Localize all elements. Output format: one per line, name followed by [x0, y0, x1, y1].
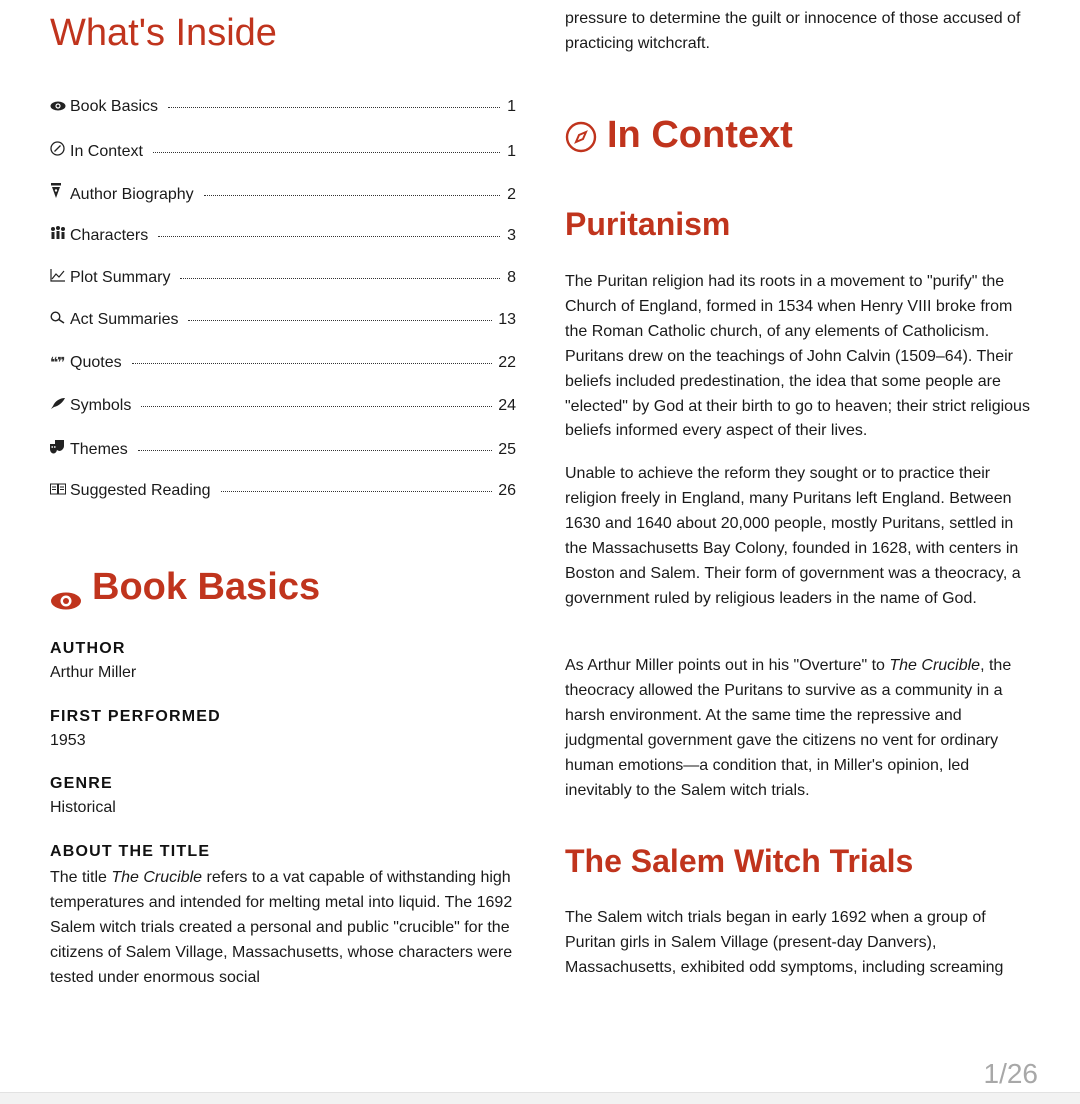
- puritanism-heading: Puritanism: [565, 206, 731, 242]
- about-text-start: The title: [50, 869, 112, 886]
- toc-leader-dots: [188, 320, 492, 321]
- genre-label: GENRE: [50, 775, 113, 792]
- toc-page-number: 1: [507, 98, 516, 115]
- masks-icon: [50, 440, 70, 457]
- toc-page-number: 2: [507, 186, 516, 204]
- toc-item-act-summaries[interactable]: [50, 311, 516, 354]
- toc-label: Book Basics: [70, 98, 159, 115]
- toc-leader-dots: [168, 107, 500, 108]
- toc-item-suggested-reading[interactable]: [50, 482, 516, 525]
- toc-leader-dots: [138, 450, 492, 451]
- continuation-paragraph: pressure to determine the guilt or innocence of those accused of practicing witchcraft.: [565, 10, 1021, 52]
- about-title-block: [50, 843, 516, 990]
- toc-label: Suggested Reading: [70, 482, 211, 500]
- toc-leader-dots: [141, 406, 492, 407]
- toc-page-number: 24: [498, 396, 516, 414]
- toc-label: Themes: [70, 440, 128, 458]
- puritanism-paragraph-2: Unable to achieve the reform they sought or to practice their religion freely in England, many Puritans left England. Between 1630 and 1640 about 20,000 people, mostly Puritans, settled in the Massachusetts Bay Colony, founded in 1628, with centers in Boston and Salem. Their form of government was a theocracy, a government ruled by religious leaders in the name of God.: [565, 465, 1021, 607]
- toc-leader-dots: [221, 491, 493, 492]
- paragraph-3-italic-title: The Crucible: [889, 657, 981, 674]
- toc-label: Symbols: [70, 396, 132, 414]
- toc-leader-dots: [158, 236, 500, 237]
- quote-icon: ❝❞: [50, 354, 65, 371]
- puritanism-paragraph-3: [565, 654, 1035, 803]
- eye-icon: [50, 99, 70, 114]
- toc-item-author-biography[interactable]: [50, 183, 516, 226]
- book-basics-heading: [50, 566, 320, 609]
- paragraph-3-start: As Arthur Miller points out in his "Overture" to: [565, 657, 890, 674]
- compass-icon: [50, 141, 70, 159]
- line-chart-icon: [50, 269, 70, 285]
- toc-item-characters[interactable]: [50, 226, 516, 269]
- author-block: [50, 640, 516, 682]
- toc-label: Plot Summary: [70, 268, 171, 286]
- toc-item-plot-summary[interactable]: [50, 269, 516, 312]
- toc-leader-dots: [132, 363, 493, 364]
- book-basics-title: Book Basics: [92, 566, 321, 608]
- book-icon: [50, 483, 70, 498]
- first-performed-block: [50, 708, 516, 750]
- toc-page-number: 1: [507, 142, 516, 160]
- compass-icon: [565, 120, 597, 152]
- author-value: Arthur Miller: [50, 664, 137, 681]
- toc-label: Act Summaries: [70, 311, 179, 329]
- genre-block: [50, 775, 516, 817]
- toc-leader-dots: [204, 195, 500, 196]
- about-text-italic-title: The Crucible: [111, 869, 203, 886]
- toc-label: In Context: [70, 142, 143, 160]
- in-context-heading: [565, 114, 793, 157]
- eye-icon: [50, 578, 82, 598]
- toc-page-number: 25: [498, 440, 516, 458]
- toc-item-book-basics[interactable]: [50, 98, 516, 141]
- toc-item-themes[interactable]: [50, 440, 516, 483]
- toc-item-in-context[interactable]: [50, 141, 516, 184]
- toc-label: Author Biography: [70, 186, 194, 204]
- toc-item-quotes[interactable]: [50, 354, 516, 397]
- puritanism-paragraph-1: The Puritan religion had its roots in a movement to "purify" the Church of England, formed in 1534 when Henry VIII broke from the Roman Catholic church, of any elements of Catholicism. Puritans drew on the teachings of John Calvin (1509–64). Their beliefs included predestination, the idea that some people are "elected" by God at their birth to go to heaven; their strict religious beliefs informed every aspect of their lives.: [565, 273, 1030, 440]
- first-performed-value: 1953: [50, 732, 86, 749]
- toc-page-number: 8: [507, 268, 516, 286]
- page-indicator: 1/26: [983, 1058, 1038, 1089]
- bottom-scroll-bar[interactable]: [0, 1092, 1080, 1104]
- toc-label: Quotes: [70, 354, 122, 372]
- first-performed-label: FIRST PERFORMED: [50, 708, 221, 725]
- toc-page-number: 26: [498, 482, 516, 500]
- toc-title: What's Inside: [50, 12, 277, 54]
- genre-value: Historical: [50, 799, 116, 816]
- toc-leader-dots: [153, 152, 500, 153]
- people-icon: [50, 226, 70, 243]
- pen-nib-icon: [50, 183, 70, 202]
- salem-paragraph-1: The Salem witch trials began in early 1692 when a group of Puritan girls in Salem Village (present-day Danvers), Massachusetts, exhibited odd symptoms, including screaming: [565, 909, 1004, 976]
- salem-witch-trials-heading: The Salem Witch Trials: [565, 843, 914, 879]
- toc-item-symbols[interactable]: [50, 397, 516, 440]
- toc-page-number: 22: [498, 354, 516, 372]
- about-title-text: [50, 865, 516, 990]
- table-of-contents: [50, 98, 516, 525]
- toc-label: Characters: [70, 227, 149, 245]
- toc-leader-dots: [180, 278, 500, 279]
- magnifier-icon: [50, 311, 70, 327]
- toc-page-number: 13: [498, 311, 516, 329]
- about-title-label: ABOUT THE TITLE: [50, 843, 211, 860]
- toc-page-number: 3: [507, 227, 516, 245]
- quill-icon: [50, 397, 70, 413]
- in-context-title: In Context: [607, 114, 793, 156]
- paragraph-3-rest: , the theocracy allowed the Puritans to survive as a community in a harsh environment. At the same time the repressive and judgmental government gave the citizens no vent for ordinary human emotions—a condition that, in Miller's opinion, led inevitably to the Salem witch trials.: [565, 657, 1012, 799]
- about-text-rest: refers to a vat capable of withstanding high temperatures and intended for melting metal into liquid. The 1692 Salem witch trials created a personal and public "crucible" for the citizens of Salem Village, Massachusetts, whose characters were tested under enormous social: [50, 869, 513, 986]
- author-label: AUTHOR: [50, 640, 126, 657]
